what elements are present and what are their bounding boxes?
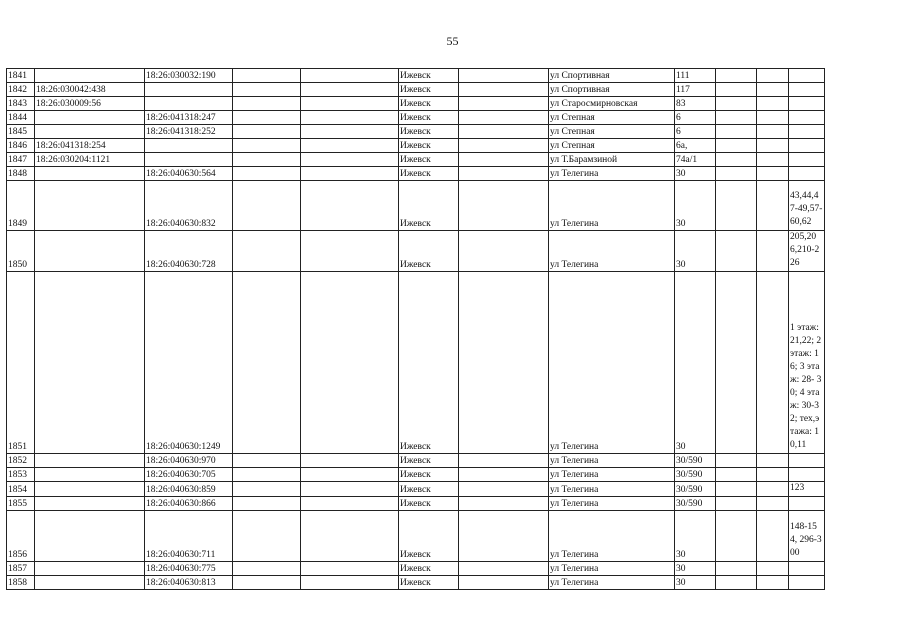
row-number: 1852 xyxy=(7,454,35,468)
column-7-cell xyxy=(459,153,549,167)
column-7-cell xyxy=(459,181,549,231)
row-number: 1845 xyxy=(7,125,35,139)
column-10-cell xyxy=(716,511,757,562)
cadastral-number-b: 18:26:040630:728 xyxy=(145,231,233,272)
column-4-cell xyxy=(233,139,301,153)
column-7-cell xyxy=(459,454,549,468)
column-7-cell xyxy=(459,97,549,111)
column-10-cell xyxy=(716,153,757,167)
premises-numbers-cell: 123 xyxy=(789,482,825,497)
cadastral-number-b: 18:26:040630:711 xyxy=(145,511,233,562)
row-number: 1850 xyxy=(7,231,35,272)
column-4-cell xyxy=(233,69,301,83)
row-number: 1847 xyxy=(7,153,35,167)
cadastral-number-a xyxy=(35,511,145,562)
column-7-cell xyxy=(459,511,549,562)
cadastral-number-b: 18:26:040630:813 xyxy=(145,576,233,590)
cadastral-number-a xyxy=(35,272,145,454)
premises-numbers-cell: 1 этаж: 21,22; 2 этаж: 16; 3 этаж: 28- 30; 4 этаж: 30-32; тех,этажа: 10,11 xyxy=(789,272,825,454)
row-number: 1844 xyxy=(7,111,35,125)
table-row xyxy=(7,468,825,482)
column-10-cell xyxy=(716,125,757,139)
table-row xyxy=(7,181,825,231)
column-5-cell xyxy=(301,468,399,482)
column-4-cell xyxy=(233,454,301,468)
premises-numbers-cell: 148-154, 296-300 xyxy=(789,511,825,562)
column-4-cell xyxy=(233,153,301,167)
registry-table xyxy=(6,68,825,590)
row-number: 1848 xyxy=(7,167,35,181)
house-number-cell: 30/590 xyxy=(675,468,716,482)
table-row xyxy=(7,454,825,468)
house-number-cell: 30 xyxy=(675,181,716,231)
column-10-cell xyxy=(716,562,757,576)
column-10-cell xyxy=(716,272,757,454)
house-number-cell: 111 xyxy=(675,69,716,83)
column-7-cell xyxy=(459,468,549,482)
cadastral-number-a xyxy=(35,468,145,482)
column-10-cell xyxy=(716,482,757,497)
street-cell: ул Телегина xyxy=(549,181,675,231)
cadastral-number-a xyxy=(35,497,145,511)
premises-numbers-cell xyxy=(789,167,825,181)
column-10-cell xyxy=(716,468,757,482)
house-number-cell: 83 xyxy=(675,97,716,111)
city-cell: Ижевск xyxy=(399,272,459,454)
column-4-cell xyxy=(233,111,301,125)
premises-numbers-cell xyxy=(789,111,825,125)
city-cell: Ижевск xyxy=(399,83,459,97)
city-cell: Ижевск xyxy=(399,153,459,167)
cadastral-number-b: 18:26:040630:564 xyxy=(145,167,233,181)
cadastral-number-b: 18:26:040630:866 xyxy=(145,497,233,511)
cadastral-number-b: 18:26:041318:247 xyxy=(145,111,233,125)
premises-numbers-cell xyxy=(789,125,825,139)
city-cell: Ижевск xyxy=(399,468,459,482)
city-cell: Ижевск xyxy=(399,454,459,468)
cadastral-number-b: 18:26:040630:705 xyxy=(145,468,233,482)
house-number-cell: 30 xyxy=(675,511,716,562)
street-cell: ул Телегина xyxy=(549,167,675,181)
cadastral-number-a: 18:26:030009:56 xyxy=(35,97,145,111)
column-11-cell xyxy=(757,511,789,562)
table-row xyxy=(7,482,825,497)
cadastral-number-a xyxy=(35,181,145,231)
city-cell: Ижевск xyxy=(399,111,459,125)
column-4-cell xyxy=(233,181,301,231)
column-4-cell xyxy=(233,83,301,97)
column-7-cell xyxy=(459,272,549,454)
cadastral-number-a: 18:26:041318:254 xyxy=(35,139,145,153)
cadastral-number-b: 18:26:041318:252 xyxy=(145,125,233,139)
street-cell: ул Телегина xyxy=(549,482,675,497)
column-11-cell xyxy=(757,69,789,83)
row-number: 1854 xyxy=(7,482,35,497)
cadastral-number-a xyxy=(35,69,145,83)
column-5-cell xyxy=(301,231,399,272)
house-number-cell: 74а/1 xyxy=(675,153,716,167)
row-number: 1853 xyxy=(7,468,35,482)
city-cell: Ижевск xyxy=(399,181,459,231)
cadastral-number-a xyxy=(35,454,145,468)
street-cell: ул Телегина xyxy=(549,562,675,576)
column-4-cell xyxy=(233,97,301,111)
table-row xyxy=(7,111,825,125)
table-row xyxy=(7,511,825,562)
column-10-cell xyxy=(716,111,757,125)
cadastral-number-a: 18:26:030204:1121 xyxy=(35,153,145,167)
column-11-cell xyxy=(757,125,789,139)
cadastral-number-a xyxy=(35,125,145,139)
column-7-cell xyxy=(459,482,549,497)
column-11-cell xyxy=(757,562,789,576)
street-cell: ул Т.Барамзиной xyxy=(549,153,675,167)
row-number: 1858 xyxy=(7,576,35,590)
city-cell: Ижевск xyxy=(399,497,459,511)
column-5-cell xyxy=(301,272,399,454)
cadastral-number-b: 18:26:040630:859 xyxy=(145,482,233,497)
premises-numbers-cell xyxy=(789,97,825,111)
house-number-cell: 6а, xyxy=(675,139,716,153)
table-row xyxy=(7,562,825,576)
column-7-cell xyxy=(459,125,549,139)
column-11-cell xyxy=(757,497,789,511)
column-4-cell xyxy=(233,482,301,497)
cadastral-number-b: 18:26:040630:1249 xyxy=(145,272,233,454)
column-4-cell xyxy=(233,468,301,482)
house-number-cell: 6 xyxy=(675,125,716,139)
city-cell: Ижевск xyxy=(399,69,459,83)
premises-numbers-cell: 205,206,210-226 xyxy=(789,231,825,272)
house-number-cell: 30/590 xyxy=(675,482,716,497)
street-cell: ул Телегина xyxy=(549,272,675,454)
column-5-cell xyxy=(301,482,399,497)
street-cell: ул Степная xyxy=(549,125,675,139)
street-cell: ул Степная xyxy=(549,111,675,125)
house-number-cell: 30 xyxy=(675,272,716,454)
column-4-cell xyxy=(233,125,301,139)
column-7-cell xyxy=(459,111,549,125)
cadastral-number-b xyxy=(145,83,233,97)
column-7-cell xyxy=(459,167,549,181)
column-4-cell xyxy=(233,167,301,181)
column-4-cell xyxy=(233,511,301,562)
premises-numbers-cell xyxy=(789,153,825,167)
street-cell: ул Спортивная xyxy=(549,69,675,83)
column-11-cell xyxy=(757,181,789,231)
column-5-cell xyxy=(301,83,399,97)
column-7-cell xyxy=(459,139,549,153)
table-row xyxy=(7,153,825,167)
column-11-cell xyxy=(757,83,789,97)
column-10-cell xyxy=(716,97,757,111)
row-number: 1856 xyxy=(7,511,35,562)
house-number-cell: 6 xyxy=(675,111,716,125)
city-cell: Ижевск xyxy=(399,231,459,272)
city-cell: Ижевск xyxy=(399,97,459,111)
column-5-cell xyxy=(301,69,399,83)
city-cell: Ижевск xyxy=(399,576,459,590)
column-5-cell xyxy=(301,454,399,468)
row-number: 1855 xyxy=(7,497,35,511)
cadastral-number-a: 18:26:030042:438 xyxy=(35,83,145,97)
street-cell: ул Телегина xyxy=(549,231,675,272)
column-7-cell xyxy=(459,231,549,272)
column-11-cell xyxy=(757,139,789,153)
cadastral-number-a xyxy=(35,111,145,125)
column-11-cell xyxy=(757,576,789,590)
house-number-cell: 30 xyxy=(675,576,716,590)
street-cell: ул Телегина xyxy=(549,511,675,562)
column-11-cell xyxy=(757,454,789,468)
house-number-cell: 30/590 xyxy=(675,497,716,511)
cadastral-number-b: 18:26:040630:832 xyxy=(145,181,233,231)
premises-numbers-cell xyxy=(789,562,825,576)
table-row xyxy=(7,231,825,272)
column-10-cell xyxy=(716,69,757,83)
table-row xyxy=(7,139,825,153)
street-cell: ул Телегина xyxy=(549,497,675,511)
cadastral-number-b: 18:26:030032:190 xyxy=(145,69,233,83)
house-number-cell: 30 xyxy=(675,167,716,181)
cadastral-number-a xyxy=(35,231,145,272)
premises-numbers-cell xyxy=(789,139,825,153)
cadastral-number-b: 18:26:040630:775 xyxy=(145,562,233,576)
column-4-cell xyxy=(233,231,301,272)
column-5-cell xyxy=(301,181,399,231)
table-row xyxy=(7,167,825,181)
column-7-cell xyxy=(459,576,549,590)
column-10-cell xyxy=(716,167,757,181)
table-row xyxy=(7,272,825,454)
column-5-cell xyxy=(301,97,399,111)
table-row xyxy=(7,69,825,83)
column-11-cell xyxy=(757,231,789,272)
table-row xyxy=(7,497,825,511)
city-cell: Ижевск xyxy=(399,482,459,497)
row-number: 1849 xyxy=(7,181,35,231)
table-row xyxy=(7,125,825,139)
column-10-cell xyxy=(716,83,757,97)
table-row xyxy=(7,576,825,590)
column-11-cell xyxy=(757,482,789,497)
column-10-cell xyxy=(716,231,757,272)
premises-numbers-cell xyxy=(789,576,825,590)
row-number: 1842 xyxy=(7,83,35,97)
cadastral-number-a xyxy=(35,576,145,590)
premises-numbers-cell xyxy=(789,454,825,468)
column-5-cell xyxy=(301,153,399,167)
column-11-cell xyxy=(757,468,789,482)
street-cell: ул Старосмирновская xyxy=(549,97,675,111)
row-number: 1843 xyxy=(7,97,35,111)
column-7-cell xyxy=(459,83,549,97)
city-cell: Ижевск xyxy=(399,139,459,153)
column-5-cell xyxy=(301,497,399,511)
column-7-cell xyxy=(459,69,549,83)
city-cell: Ижевск xyxy=(399,511,459,562)
premises-numbers-cell: 43,44,47-49,57-60,62 xyxy=(789,181,825,231)
table-body xyxy=(7,69,825,590)
premises-numbers-cell xyxy=(789,497,825,511)
cadastral-number-b xyxy=(145,97,233,111)
row-number: 1857 xyxy=(7,562,35,576)
page-number: 55 xyxy=(446,34,459,48)
house-number-cell: 30 xyxy=(675,562,716,576)
column-5-cell xyxy=(301,562,399,576)
row-number: 1851 xyxy=(7,272,35,454)
column-4-cell xyxy=(233,562,301,576)
row-number: 1846 xyxy=(7,139,35,153)
city-cell: Ижевск xyxy=(399,167,459,181)
cadastral-number-a xyxy=(35,482,145,497)
table-row xyxy=(7,97,825,111)
cadastral-number-b: 18:26:040630:970 xyxy=(145,454,233,468)
premises-numbers-cell xyxy=(789,83,825,97)
row-number: 1841 xyxy=(7,69,35,83)
column-4-cell xyxy=(233,272,301,454)
column-5-cell xyxy=(301,139,399,153)
city-cell: Ижевск xyxy=(399,125,459,139)
column-10-cell xyxy=(716,181,757,231)
house-number-cell: 30 xyxy=(675,231,716,272)
column-5-cell xyxy=(301,125,399,139)
column-7-cell xyxy=(459,562,549,576)
column-4-cell xyxy=(233,497,301,511)
street-cell: ул Телегина xyxy=(549,576,675,590)
column-10-cell xyxy=(716,139,757,153)
column-11-cell xyxy=(757,153,789,167)
column-5-cell xyxy=(301,111,399,125)
city-cell: Ижевск xyxy=(399,562,459,576)
premises-numbers-cell xyxy=(789,468,825,482)
street-cell: ул Спортивная xyxy=(549,83,675,97)
street-cell: ул Телегина xyxy=(549,454,675,468)
column-10-cell xyxy=(716,576,757,590)
column-11-cell xyxy=(757,111,789,125)
column-5-cell xyxy=(301,511,399,562)
column-10-cell xyxy=(716,454,757,468)
column-7-cell xyxy=(459,497,549,511)
premises-numbers-cell xyxy=(789,69,825,83)
cadastral-number-a xyxy=(35,167,145,181)
cadastral-number-b xyxy=(145,153,233,167)
column-10-cell xyxy=(716,497,757,511)
column-11-cell xyxy=(757,97,789,111)
column-11-cell xyxy=(757,167,789,181)
street-cell: ул Телегина xyxy=(549,468,675,482)
house-number-cell: 30/590 xyxy=(675,454,716,468)
column-5-cell xyxy=(301,576,399,590)
column-4-cell xyxy=(233,576,301,590)
table-row xyxy=(7,83,825,97)
column-11-cell xyxy=(757,272,789,454)
street-cell: ул Степная xyxy=(549,139,675,153)
cadastral-number-a xyxy=(35,562,145,576)
cadastral-number-b xyxy=(145,139,233,153)
column-5-cell xyxy=(301,167,399,181)
house-number-cell: 117 xyxy=(675,83,716,97)
